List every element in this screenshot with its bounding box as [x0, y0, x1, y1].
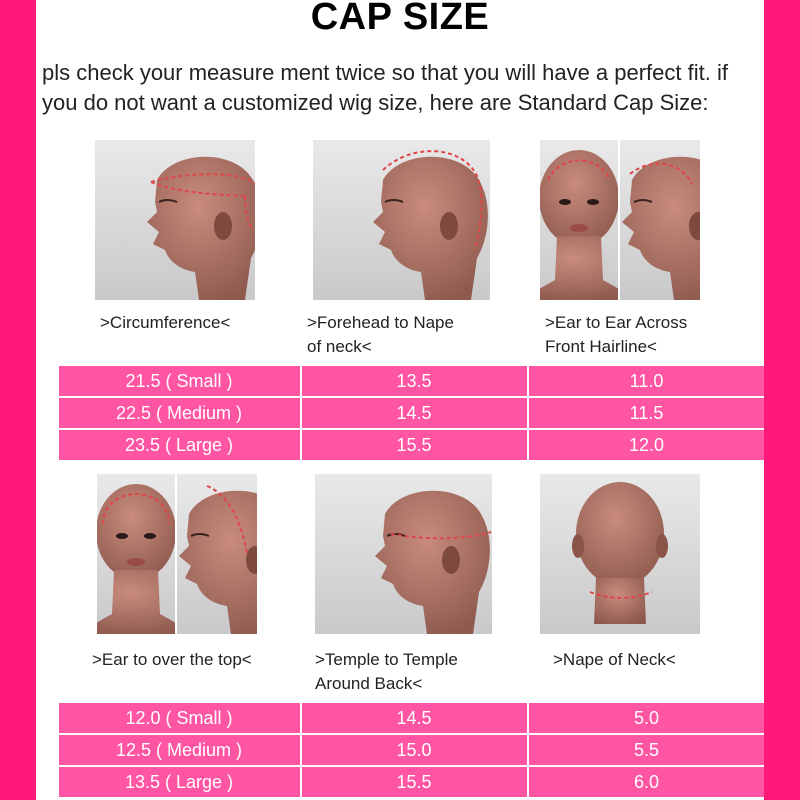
ear-over-top-side-illustration [177, 474, 257, 634]
forehead-to-nape-photo [313, 140, 490, 300]
page-title: CAP SIZE [310, 0, 490, 38]
size-cell: 12.0 ( Small ) [125, 708, 233, 728]
ear-to-ear-front-photo [540, 140, 618, 300]
circumference-illustration [95, 140, 255, 300]
size-cell: 21.5 ( Small ) [125, 371, 233, 391]
size-cell: 12.0 [628, 435, 665, 455]
size-cell: 5.0 [633, 708, 660, 728]
caption-nape-of-neck: >Nape of Neck< [553, 650, 676, 669]
ear-over-top-front-illustration [97, 474, 175, 634]
caption-ear-over-top: >Ear to over the top< [92, 650, 252, 669]
bottom-size-row-large [59, 767, 764, 797]
caption-ear-to-ear-front: >Ear to Ear Across Front Hairline< [545, 313, 688, 356]
ear-over-top-side-photo [177, 474, 257, 634]
intro-text [42, 58, 762, 118]
size-cell: 13.5 ( Large ) [124, 772, 234, 792]
bottom-size-row-small [59, 703, 764, 733]
size-cell: 13.5 [396, 371, 432, 391]
caption-temple-to-temple: >Temple to Temple Around Back< [315, 650, 458, 693]
size-cell: 15.0 [396, 740, 432, 760]
size-chart-sheet [36, 0, 764, 800]
circumference-photo [95, 140, 255, 300]
temple-to-temple-illustration [315, 474, 492, 634]
ear-to-ear-side-illustration [620, 140, 700, 300]
forehead-to-nape-illustration [313, 140, 490, 300]
caption-forehead-to-nape: >Forehead to Nape of neck< [307, 313, 454, 356]
size-cell: 6.0 [633, 772, 660, 792]
intro-line-1: pls check your measure ment twice so that you will have a perfect fit. if [42, 60, 728, 85]
size-cell: 15.5 [396, 435, 432, 455]
top-size-row-medium [59, 398, 764, 428]
bottom-size-row-medium [59, 735, 764, 765]
ear-to-ear-side-photo [620, 140, 700, 300]
size-cell: 22.5 ( Medium ) [115, 403, 243, 423]
intro-line-2: you do not want a customized wig size, here are Standard Cap Size: [42, 90, 709, 115]
top-size-row-small [59, 366, 764, 396]
size-cell: 5.5 [633, 740, 660, 760]
nape-of-neck-photo [540, 474, 700, 634]
temple-to-temple-photo [315, 474, 492, 634]
size-cell: 14.5 [396, 403, 432, 423]
size-cell: 11.5 [629, 403, 664, 423]
size-cell: 12.5 ( Medium ) [115, 740, 243, 760]
caption-circumference: >Circumference< [100, 313, 231, 332]
size-cell: 23.5 ( Large ) [124, 435, 234, 455]
size-cell: 11.0 [629, 371, 664, 391]
size-cell: 15.5 [396, 772, 432, 792]
ear-to-ear-front-illustration [540, 140, 618, 300]
nape-of-neck-illustration [540, 474, 700, 634]
top-size-row-large [59, 430, 764, 460]
size-cell: 14.5 [396, 708, 432, 728]
ear-over-top-front-photo [97, 474, 175, 634]
